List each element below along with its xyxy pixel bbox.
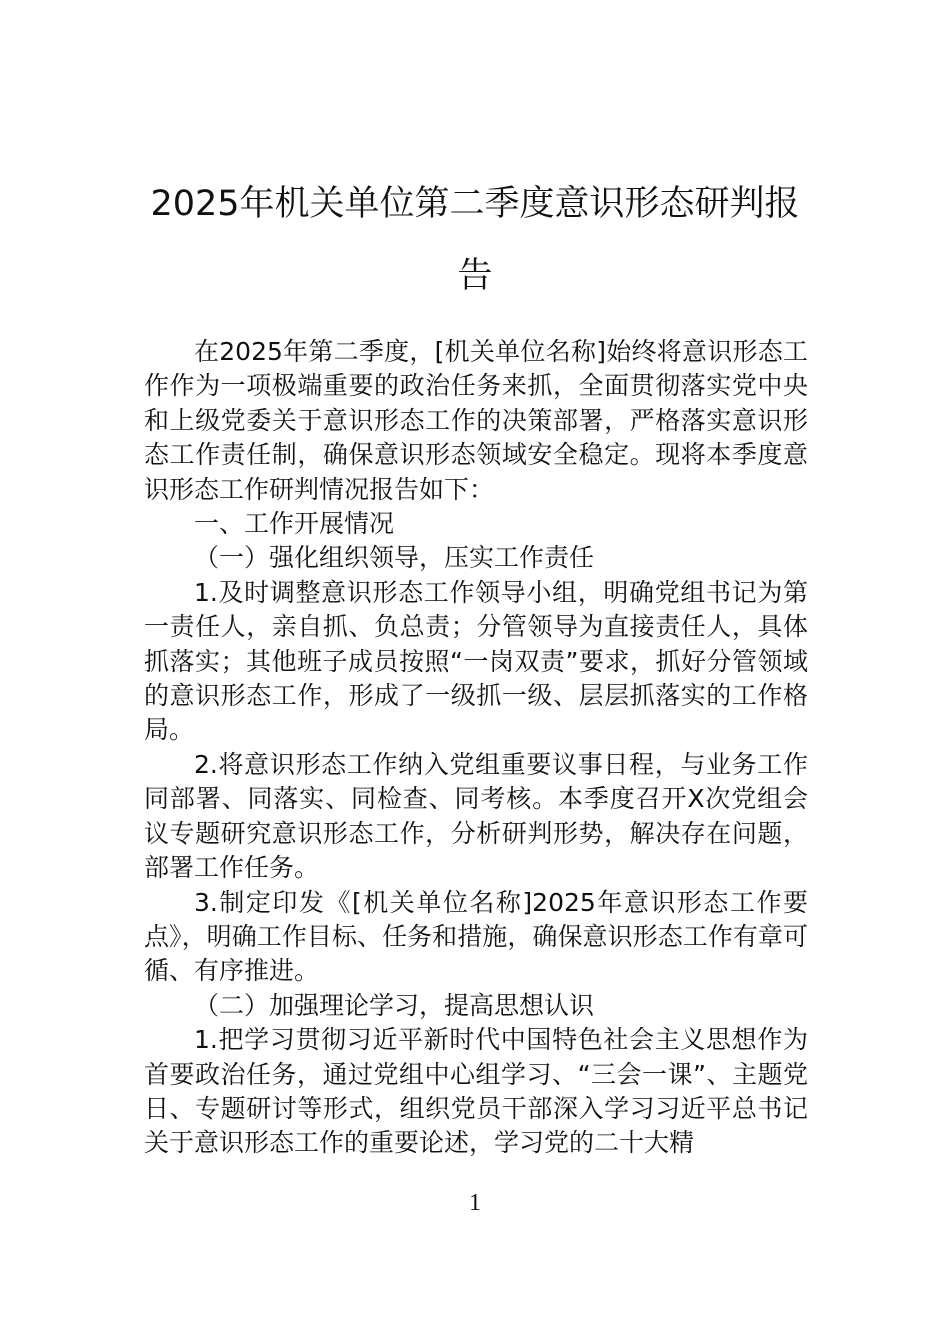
intro-paragraph: 在2025年第二季度，[机关单位名称]始终将意识形态工作作为一项极端重要的政治任务来抓，全面贯彻落实党中央和上级党委关于意识形态工作的决策部署，严格落实意识形态工作责任制，确保意识形态领域安全稳定。现将本季度意识形态工作研判情况报告如下： [144, 337, 808, 504]
section-heading-1: 一、工作开展情况 [194, 509, 395, 539]
list-item: 3.制定印发《[机关单位名称]2025年意识形态工作要点》，明确工作目标、任务和措施，确保意识形态工作有章可循、有序推进。 [144, 887, 808, 986]
title-line-2: 告 [457, 256, 493, 296]
list-item: 2.将意识形态工作纳入党组重要议事日程，与业务工作同部署、同落实、同检查、同考核。本季度召开X次党组会议专题研究意识形态工作，分析研判形势，解决存在问题，部署工作任务。 [144, 749, 808, 883]
subsection-heading-2: （二）加强理论学习，提高思想认识 [194, 990, 595, 1020]
document-title [120, 168, 830, 312]
subsection-heading-1: （一）强化组织领导，压实工作责任 [194, 543, 595, 573]
document-body [144, 335, 808, 1161]
list-item: 1.把学习贯彻习近平新时代中国特色社会主义思想作为首要政治任务，通过党组中心组学习、“三会一课”、主题党日、专题研讨等形式，组织党员干部深入学习习近平总书记关于意识形态工作的重要论述，学习党的二十大精 [144, 1025, 808, 1158]
title-line-1: 2025年机关单位第二季度意识形态研判报 [150, 184, 800, 224]
page-number: 1 [469, 1190, 481, 1216]
list-item: 1.及时调整意识形态工作领导小组，明确党组书记为第一责任人，亲自抓、负总责；分管领导为直接责任人，具体抓落实；其他班子成员按照“一岗双责”要求，抓好分管领域的意识形态工作，形成了一级抓一级、层层抓落实的工作格局。 [144, 577, 808, 745]
